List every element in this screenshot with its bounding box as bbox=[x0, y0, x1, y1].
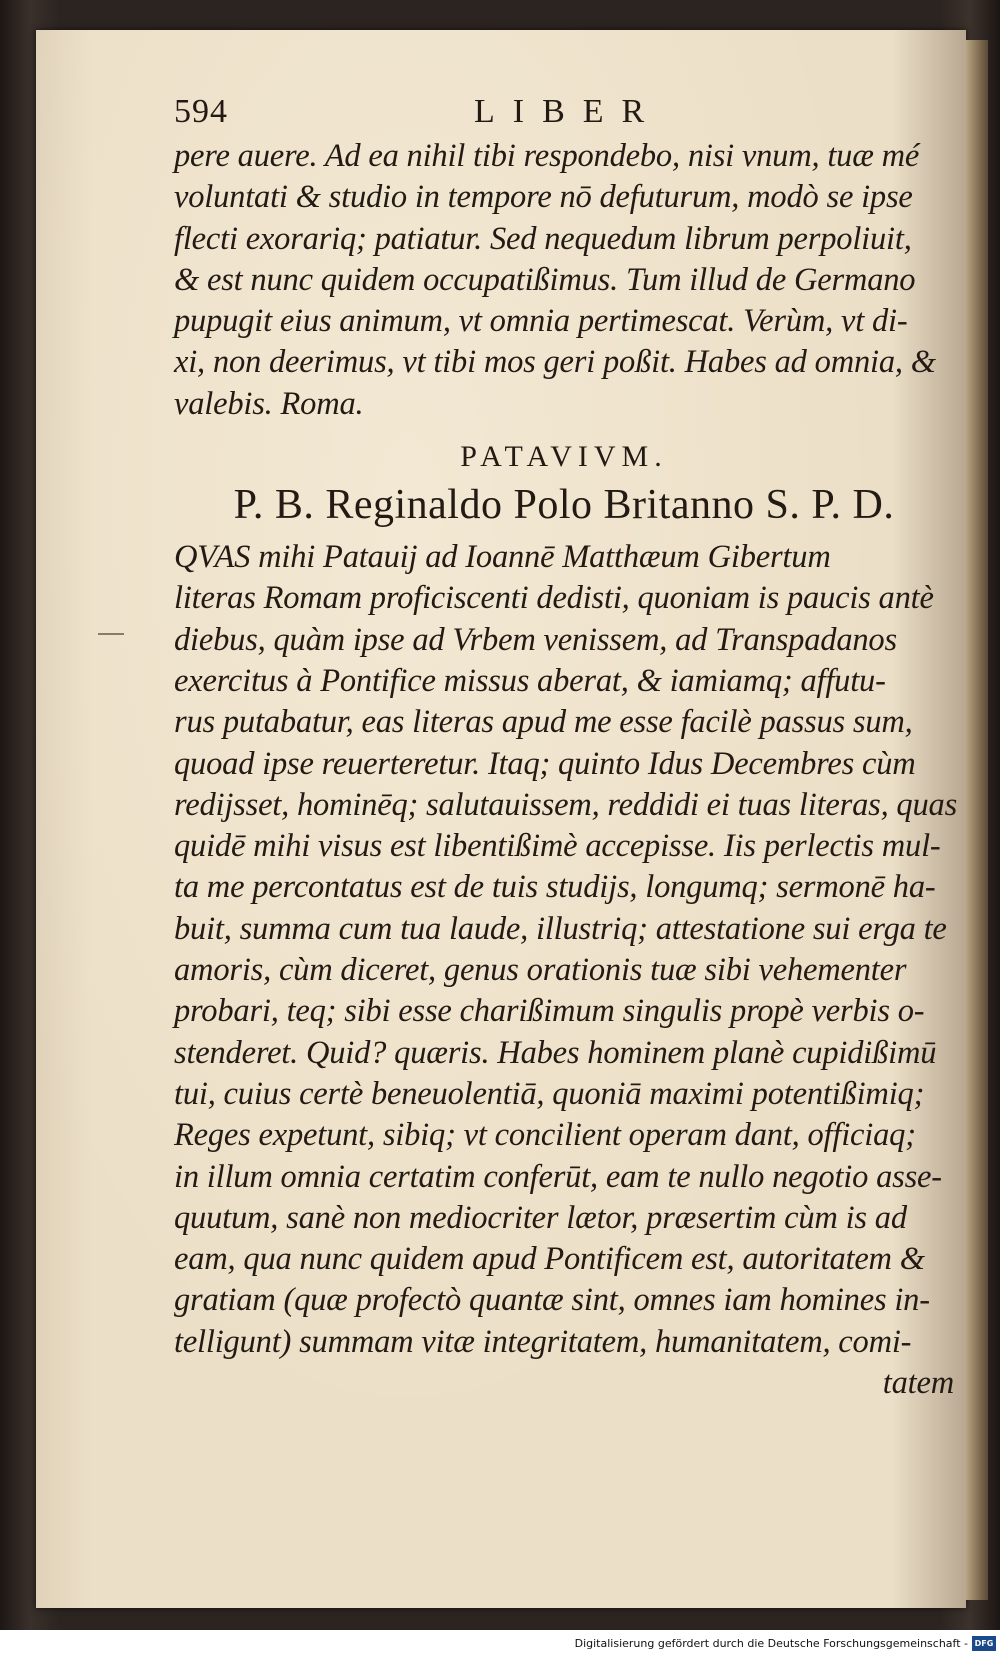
text-line: gratiam (quæ profectò quantæ sint, omnes iam homines in- bbox=[174, 1282, 930, 1319]
place-heading: PATAVIVM. bbox=[460, 440, 668, 474]
text-line: quoad ipse reuerteretur. Itaq; quinto Idus Decembres cùm bbox=[174, 745, 916, 782]
running-head bbox=[174, 88, 954, 136]
digitization-footer bbox=[0, 1630, 1000, 1654]
text-line: rus putabatur, eas literas apud me esse facilè passus sum, bbox=[174, 704, 913, 741]
text-line: flecti exorariq; patiatur. Sed nequedum librum perpoliuit, bbox=[174, 220, 912, 257]
text-line: in illum omnia certatim conferūt, eam te nullo negotio asse- bbox=[174, 1158, 942, 1195]
text-line: redijsset, hominēq; salutauissem, reddidi ei tuas literas, quas bbox=[174, 786, 958, 823]
text-line: ta me percontatus est de tuis studijs, longumq; sermonē ha- bbox=[174, 869, 936, 906]
text-line: valebis. Roma. bbox=[174, 385, 364, 422]
text-line: & est nunc quidem occupatißimus. Tum illud de Germano bbox=[174, 261, 916, 298]
text-line: quutum, sanè non mediocriter lætor, præsertim cùm is ad bbox=[174, 1199, 907, 1236]
text-line: tui, cuius certè beneuolentiā, quoniā maximi potentißimiq; bbox=[174, 1075, 925, 1112]
letter-body bbox=[174, 537, 958, 1404]
text-line: eam, qua nunc quidem apud Pontificem est, autoritatem & bbox=[174, 1241, 925, 1278]
text-block bbox=[174, 88, 958, 1404]
text-line: exercitus à Pontifice missus aberat, & iamiamq; affutu- bbox=[174, 662, 886, 699]
text-line: telligunt) summam vitæ integritatem, humanitatem, comi- bbox=[174, 1323, 912, 1360]
page-number: 594 bbox=[174, 93, 228, 130]
letter-conclusion bbox=[174, 136, 954, 425]
text-line: amoris, cùm diceret, genus orationis tuæ sibi vehementer bbox=[174, 952, 907, 989]
margin-rule-mark bbox=[98, 633, 124, 635]
catchword: tatem bbox=[882, 1365, 954, 1402]
text-line: buit, summa cum tua laude, illustriq; attestatione sui erga te bbox=[174, 910, 947, 947]
text-line: stenderet. Quid? quæris. Habes hominem planè cupidißimū bbox=[174, 1034, 937, 1071]
funding-credit: Digitalisierung gefördert durch die Deutsche Forschungsgemeinschaft - bbox=[574, 1637, 968, 1650]
text-line: pupugit eius animum, vt omnia pertimescat. Verùm, vt di- bbox=[174, 303, 908, 340]
dfg-logo-icon: DFG bbox=[972, 1636, 996, 1651]
text-line: xi, non deerimus, vt tibi mos geri poßit. Habes ad omnia, & bbox=[174, 344, 936, 381]
text-line: quidē mihi visus est libentißimè accepisse. Iis perlectis mul- bbox=[174, 828, 941, 865]
text-line: diebus, quàm ipse ad Vrbem venissem, ad Transpadanos bbox=[174, 621, 897, 658]
text-line: probari, teq; sibi esse charißimum singulis propè verbis o- bbox=[174, 993, 925, 1030]
text-line: literas Romam proficiscenti dedisti, quoniam is paucis antè bbox=[174, 580, 934, 617]
text-line: pere auere. Ad ea nihil tibi respondebo, nisi vnum, tuæ mé bbox=[174, 138, 920, 174]
page-edge bbox=[966, 40, 988, 1600]
book-page bbox=[36, 30, 966, 1608]
text-line: voluntati & studio in tempore nō defuturum, modò se ipse bbox=[174, 179, 913, 216]
running-title: LIBER bbox=[474, 93, 663, 130]
text-line: QVAS mihi Patauij ad Ioannē Matthæum Gibertum bbox=[174, 539, 831, 576]
letter-salutation: P. B. Reginaldo Polo Britanno S. P. D. bbox=[233, 482, 895, 529]
text-line: Reges expetunt, sibiq; vt concilient operam dant, officiaq; bbox=[174, 1117, 916, 1154]
